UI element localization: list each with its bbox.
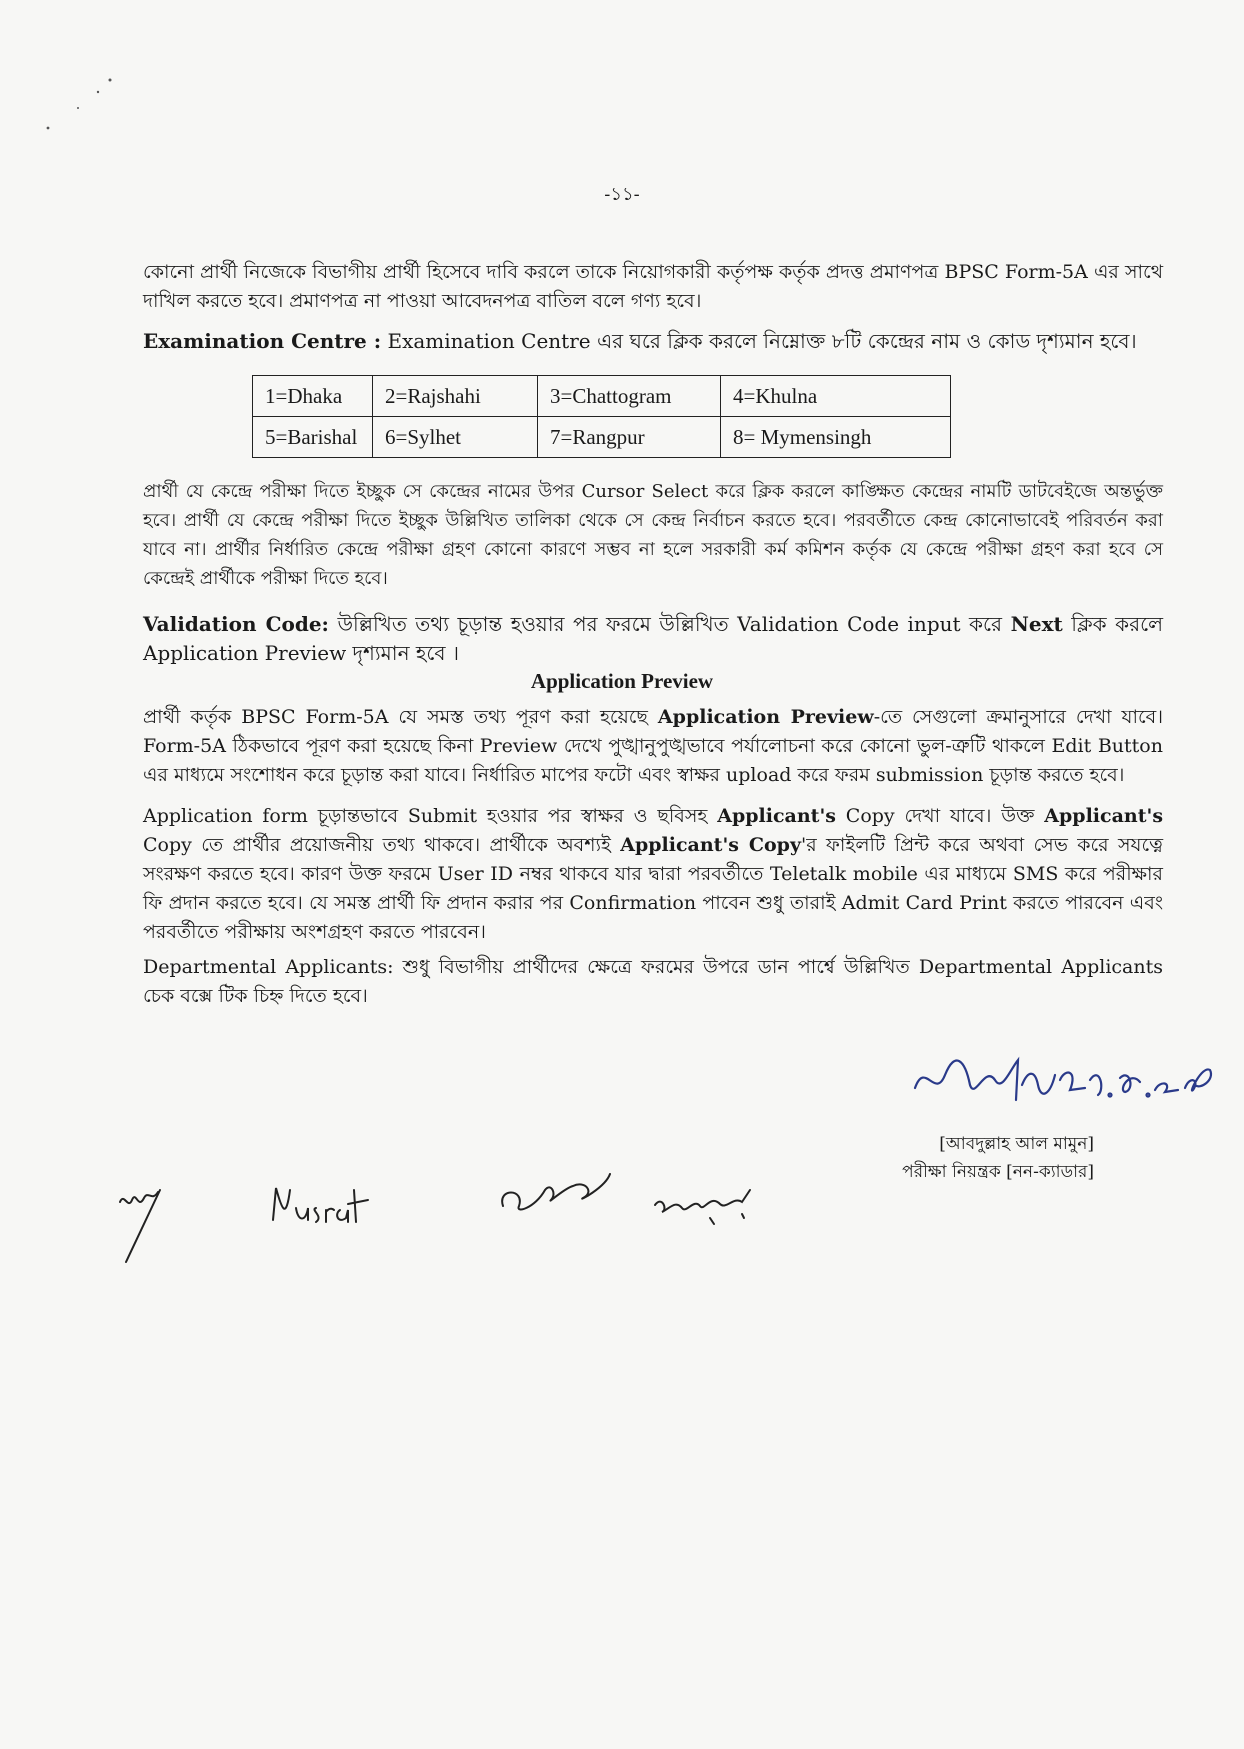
section-heading: Application Preview [530,669,714,693]
table-cell: 3=Chattogram [538,376,721,417]
initial-signature-3 [495,1168,615,1218]
validation-text-before: উল্লিখিত তথ্য চূড়ান্ত হওয়ার পর ফরমে উল্লিখিত Validation Code input করে [337,612,1003,636]
validation-text-after: ক্লিক করলে Application Preview দৃশ্যমান হবে । [143,612,1164,665]
table-cell: 7=Rangpur [538,417,721,458]
initial-signature-1 [118,1180,168,1270]
table-row [253,376,951,417]
table-row [253,417,951,458]
initial-signature-4 [650,1180,770,1230]
exam-centre-text: Examination Centre এর ঘরে ক্লিক করলে নিম্নোক্ত ৮টি কেন্দ্রের নাম ও কোড দৃশ্যমান হবে। [387,329,1137,353]
table-cell: 8= Mymensingh [721,417,951,458]
signatory-name: [আবদুল্লাহ আল মামুন] [939,1134,1094,1154]
copy-bold-2: Applicant's [1044,805,1164,827]
para-preview [143,703,1163,790]
centres-table [252,375,951,458]
initial-signature-2 [268,1180,378,1240]
preview-text-2: -তে সেগুলো ক্রমানুসারে দেখা যাবে। Form-5A ঠিকভাবে পূরণ করা হয়েছে কিনা Preview দেখে পুঙ্খানুপুঙ্খভাবে পর্যালোচনা করে কোনো ভুল-ত্রুটি থাকলে Edit Button এর মাধ্যমে সংশোধন করে চূড়ান্ত করা যাবে। নির্ধারিত মাপের ফটো এবং স্বাক্ষর upload করে ফরম submission চূড়ান্ত করতে হবে। [143,706,1164,786]
signature-image [910,1040,1220,1120]
copy-bold-1: Applicant's [717,805,836,827]
para-applicant-copy [143,802,1163,947]
next-label: Next [1010,612,1063,636]
signatory-designation: পরীক্ষা নিয়ন্ত্রক [নন-ক্যাডার] [902,1162,1094,1182]
page-number: -১১- [604,184,640,205]
table-cell: 6=Sylhet [373,417,538,458]
copy-text-1: Application form চূড়ান্তভাবে Submit হওয়ার পর স্বাক্ষর ও ছবিসহ [143,805,708,827]
para-departmental-proof: কোনো প্রার্থী নিজেকে বিভাগীয় প্রার্থী হিসেবে দাবি করলে তাকে নিয়োগকারী কর্তৃপক্ষ কর্তৃক প্রদত্ত প্রমাণপত্র BPSC Form-5A এর সাথে দাখিল করতে হবে। প্রমাণপত্র না পাওয়া আবেদনপত্র বাতিল বলে গণ্য হবে। [143,261,1163,312]
table-cell: 2=Rajshahi [373,376,538,417]
table-cell: 5=Barishal [253,417,373,458]
table-cell: 1=Dhaka [253,376,373,417]
copy-text-4: 'র ফাইলটি প্রিন্ট করে অথবা সেভ করে সযত্নে সংরক্ষণ করতে হবে। কারণ উক্ত ফরমে User ID নম্বর থাকবে যার দ্বারা পরবর্তীতে Teletalk mobile এর মাধ্যমে SMS করে পরীক্ষার ফি প্রদান করতে হবে। যে সমস্ত প্রার্থী ফি প্রদান করার পর Confirmation পাবেন শুধু তারাই Admit Card Print করতে পারবেন এবং পরবর্তীতে পরীক্ষায় অংশগ্রহণ করতে পারবেন। [143,834,1164,943]
exam-centre-line [143,327,1163,356]
para-departmental-applicants: Departmental Applicants: শুধু বিভাগীয় প্রার্থীদের ক্ষেত্রে ফরমের উপরে ডান পার্শ্বে উল্লিখিত Departmental Applicants চেক বক্সে টিক চিহ্ন দিতে হবে। [143,956,1163,1007]
validation-line [143,610,1163,668]
scan-specks [30,70,120,140]
copy-text-2: Copy দেখা যাবে। উক্ত [845,805,1035,827]
table-cell: 4=Khulna [721,376,951,417]
copy-bold-3: Applicant's Copy [620,834,802,856]
copy-text-3: Copy তে প্রার্থীর প্রয়োজনীয় তথ্য থাকবে। প্রার্থীকে অবশ্যই [143,834,611,856]
signature-block [902,1130,1094,1186]
validation-label: Validation Code: [143,612,329,636]
para-centre-selection: প্রার্থী যে কেন্দ্রে পরীক্ষা দিতে ইচ্ছুক সে কেন্দ্রের নামের উপর Cursor Select করে ক্লিক করলে কাঙ্ক্ষিত কেন্দ্রের নামটি ডাটবেইজে অন্তর্ভুক্ত হবে। প্রার্থী যে কেন্দ্রে পরীক্ষা দিতে ইচ্ছুক উল্লিখিত তালিকা থেকে সে কেন্দ্র নির্বাচন করতে হবে। পরবর্তীতে কেন্দ্র কোনোভাবেই পরিবর্তন করা যাবে না। প্রার্থীর নির্ধারিত কেন্দ্রে পরীক্ষা গ্রহণ কোনো কারণে সম্ভব না হলে সরকারী কর্ম কমিশন কর্তৃক যে কেন্দ্রে পরীক্ষা গ্রহণ করা হবে সে কেন্দ্রেই প্রার্থীকে পরীক্ষা দিতে হবে। [143,481,1163,589]
preview-text-1: প্রার্থী কর্তৃক BPSC Form-5A যে সমস্ত তথ্য পূরণ করা হয়েছে [143,706,648,728]
preview-bold: Application Preview [657,706,874,728]
exam-centre-label: Examination Centre : [143,329,382,353]
